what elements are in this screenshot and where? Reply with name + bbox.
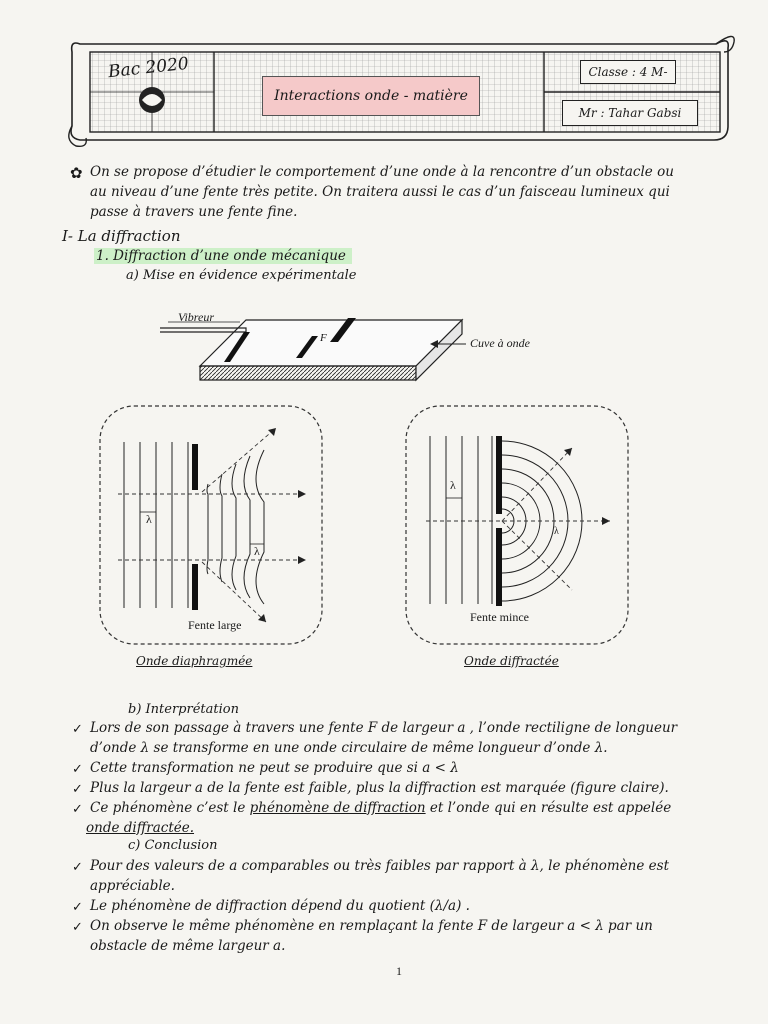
- lambda-label: λ: [254, 544, 260, 558]
- cuve-label: Cuve à onde: [470, 336, 530, 350]
- wave-tank-figure: [160, 308, 560, 398]
- teacher-label: Mr : Tahar Gabsi: [562, 100, 698, 126]
- check-icon: ✓: [72, 802, 83, 817]
- flower-bullet-icon: ✿: [70, 164, 83, 182]
- slit-caption: Fente large: [188, 618, 242, 632]
- list-item-continuation: obstacle de même largeur a.: [90, 938, 286, 954]
- intro-line-2: au niveau d’une fente très petite. On traitera aussi le cas d’un faisceau lumineux qui: [90, 184, 670, 200]
- intro-line-3: passe à travers une fente fine.: [90, 204, 298, 220]
- wide-slit-drawing: [98, 404, 324, 648]
- conclusion-list: [72, 858, 752, 958]
- check-icon: ✓: [72, 722, 83, 737]
- lambda-label: λ: [450, 478, 456, 492]
- narrow-slit-figure: [404, 404, 630, 648]
- list-item: [90, 800, 671, 816]
- check-icon: ✓: [72, 900, 83, 915]
- list-item: Le phénomène de diffraction dépend du quotient (λ/a) .: [90, 898, 470, 914]
- figure-caption-diaphragm: Onde diaphragmée: [136, 654, 253, 668]
- check-icon: ✓: [72, 920, 83, 935]
- list-item-continuation: appréciable.: [90, 878, 175, 894]
- document-title: Interactions onde - matière: [262, 76, 480, 116]
- list-item: Plus la largeur a de la fente est faible, plus la diffraction est marquée (figure claire).: [90, 780, 669, 796]
- intro-line-1: On se propose d’étudier le comportement d’une onde à la rencontre d’un obstacle ou: [90, 164, 674, 180]
- bac-mark: Bac 2020: [107, 53, 190, 83]
- list-item: Cette transformation ne peut se produire que si a < λ: [90, 760, 459, 776]
- list-item: Pour des valeurs de a comparables ou très faibles par rapport à λ, le phénomène est: [90, 858, 669, 874]
- subsection-heading: 1. Diffraction d’une onde mécanique: [94, 248, 352, 264]
- list-item: Lors de son passage à travers une fente F de largeur a , l’onde rectiligne de longueur: [90, 720, 678, 736]
- lambda-label: λ: [146, 512, 152, 526]
- wide-slit-figure: [98, 404, 324, 648]
- interpretation-heading: b) Interprétation: [128, 702, 239, 717]
- slit-caption: Fente mince: [470, 610, 529, 624]
- subsubsection-heading: a) Mise en évidence expérimentale: [126, 268, 357, 283]
- lambda-label: λ: [554, 526, 559, 537]
- vibreur-label: Vibreur: [178, 310, 214, 324]
- intro-paragraph: [70, 164, 750, 224]
- check-icon: ✓: [72, 762, 83, 777]
- list-text: Ce phénomène c’est le: [90, 800, 250, 816]
- check-icon: ✓: [72, 782, 83, 797]
- list-item: On observe le même phénomène en remplaçant la fente F de largeur a < λ par un: [90, 918, 653, 934]
- section-heading: I- La diffraction: [62, 227, 181, 245]
- list-text: et l’onde qui en résulte est appelée: [425, 800, 672, 816]
- wave-tank-drawing: [160, 308, 560, 398]
- check-icon: ✓: [72, 860, 83, 875]
- slit-f-label: F: [320, 332, 327, 344]
- header-banner: [68, 30, 740, 152]
- interpretation-list: [72, 720, 752, 840]
- conclusion-heading: c) Conclusion: [128, 838, 218, 853]
- page-number: 1: [396, 964, 402, 978]
- class-label: Classe : 4 M-: [580, 60, 676, 84]
- underlined-term: phénomène de diffraction: [249, 800, 426, 816]
- figure-caption-diffracted: Onde diffractée: [464, 654, 559, 668]
- underlined-term: onde diffractée.: [86, 820, 195, 836]
- list-item-continuation: d’onde λ se transforme en une onde circulaire de même longueur d’onde λ.: [90, 740, 608, 756]
